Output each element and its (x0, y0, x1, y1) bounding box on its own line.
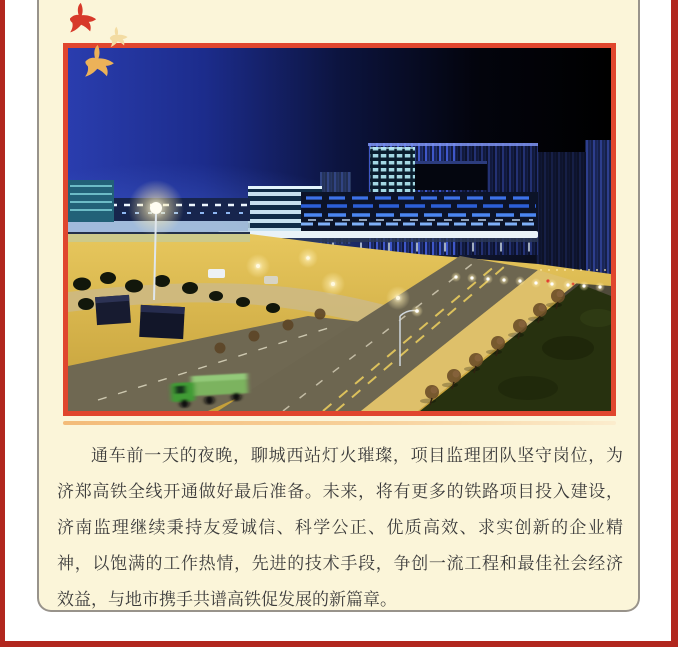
gold-bird-icon (78, 43, 119, 83)
paragraph-line: 济郑高铁全线开通做好最后准备。未来，将有更多的铁路项目投入建设， (57, 482, 623, 501)
page-right-border (671, 0, 678, 647)
paragraph-line: 效益，与地市携手共谱高铁促发展的新篇章。 (57, 590, 397, 609)
section-divider (63, 421, 616, 425)
paragraph-line: 神，以饱满的工作热情，先进的技术手段，争创一流工程和最佳社会经济 (57, 554, 623, 573)
page-left-border (0, 0, 5, 647)
paragraph-line: 济南监理继续秉持友爱诚信、科学公正、优质高效、求实创新的企业精 (57, 518, 623, 537)
page-bottom-border (0, 641, 678, 647)
red-bird-icon (62, 0, 101, 38)
photo-frame (63, 43, 616, 416)
article-paragraph (57, 438, 623, 618)
station-night-photo-image[interactable] (68, 48, 611, 411)
paragraph-line: 通车前一天的夜晚，聊城西站灯火璀璨，项目监理团队坚守岗位，为 (91, 446, 623, 465)
